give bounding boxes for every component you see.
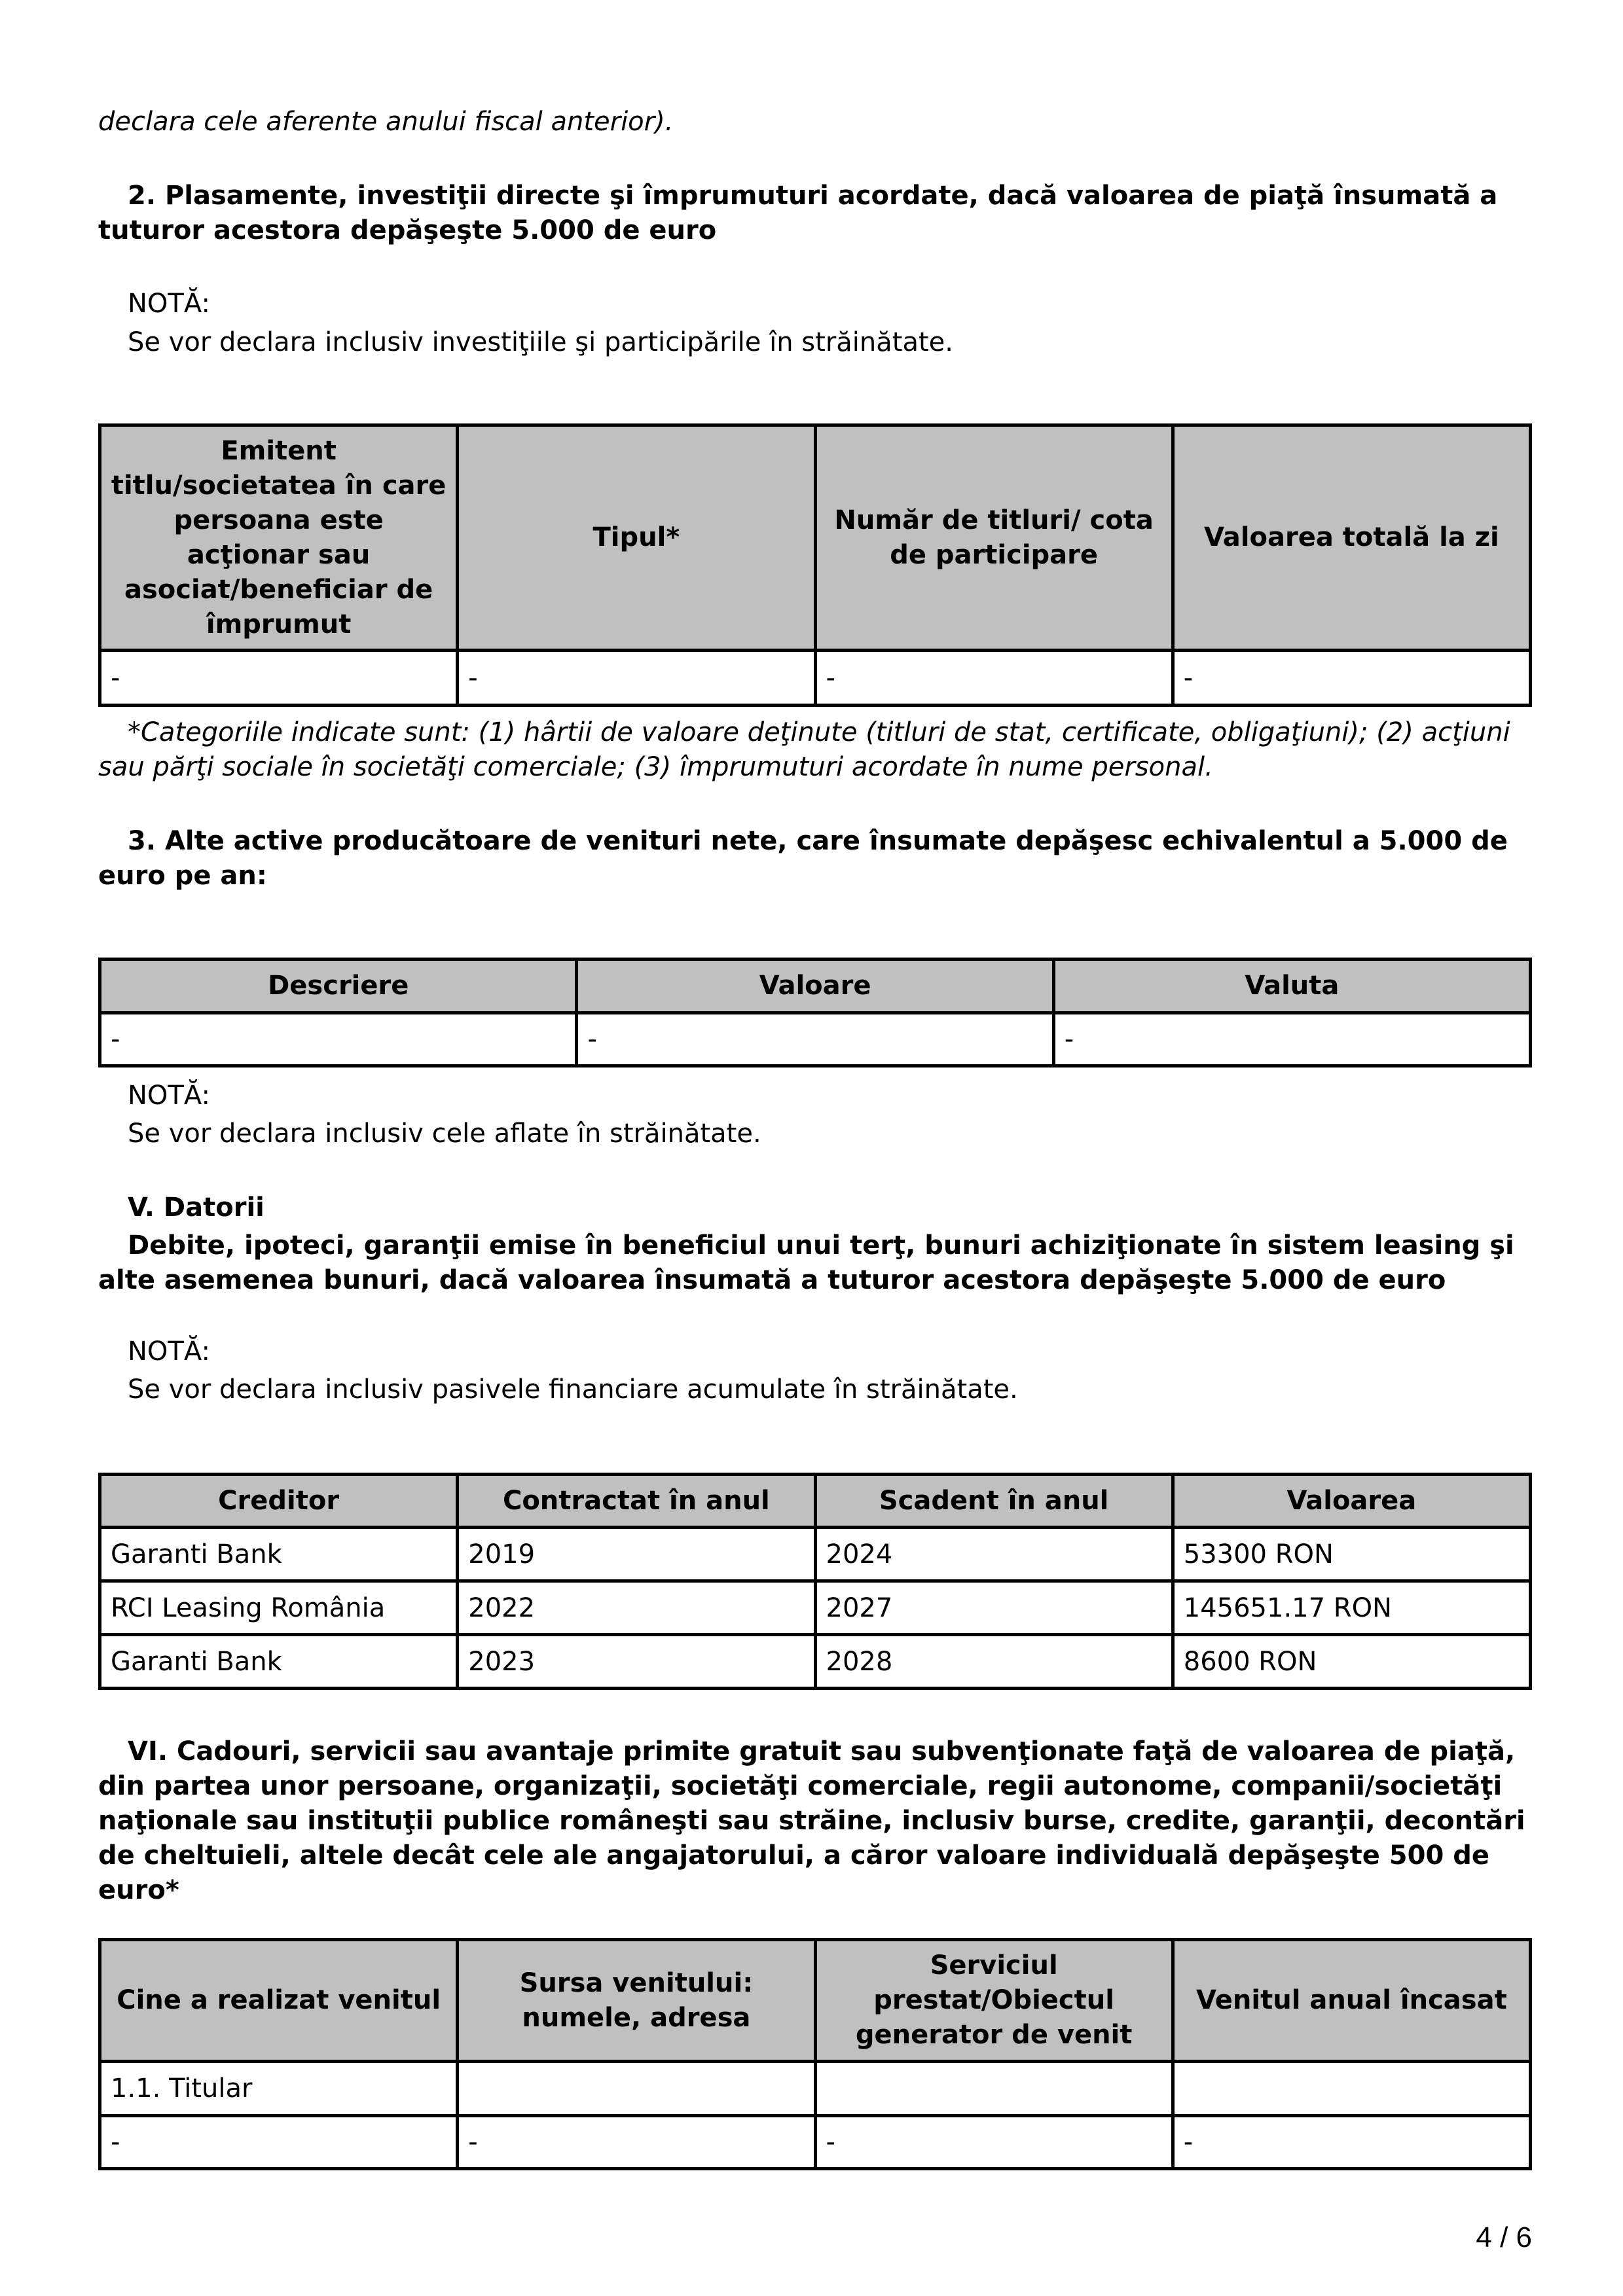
table-cell: 2024 — [815, 1528, 1173, 1581]
table-cell: - — [100, 651, 458, 706]
section2-note-label: NOTĂ: — [128, 289, 210, 319]
page-number: 4 / 6 — [1476, 2221, 1532, 2253]
debts-table — [98, 1473, 1532, 1690]
col-header-valoarea: Valoarea — [1173, 1475, 1530, 1528]
section3-heading: 3. Alte active producătoare de venituri nete, care însumate depăşesc echivalentul a 5.000 de euro pe an: — [98, 826, 1508, 891]
table-cell: - — [1173, 2116, 1530, 2169]
table-row — [100, 1581, 1531, 1635]
table-cell: 1.1. Titular — [100, 2062, 458, 2116]
section2-heading: 2. Plasamente, investiţii directe şi împrumuturi acordate, dacă valoarea de piaţă însumată a tuturor acestora depăşeşte 5.000 de euro — [98, 181, 1498, 245]
table-cell: 2019 — [458, 1528, 815, 1581]
table-cell: - — [815, 651, 1173, 706]
table-header-row — [100, 960, 1531, 1013]
section5-heading: Debite, ipoteci, garanţii emise în beneficiul unui terţ, bunuri achiziţionate în sistem leasing şi alte asemenea bunuri, dacă valoarea însumată a tuturor acestora depăşeşte 5.000 de euro — [98, 1230, 1514, 1295]
table-cell: - — [815, 2116, 1173, 2169]
col-header-valoare: Valoare — [577, 960, 1053, 1013]
table-cell — [458, 2062, 815, 2116]
table-cell: - — [100, 1013, 577, 1066]
col-header-cine-a-realizat: Cine a realizat venitul — [100, 1940, 458, 2062]
table-header-row — [100, 425, 1531, 651]
table-cell: 2027 — [815, 1581, 1173, 1635]
table-cell: 2028 — [815, 1635, 1173, 1689]
table-cell: 2022 — [458, 1581, 815, 1635]
col-header-sursa-venitului: Sursa venitului: numele, adresa — [458, 1940, 815, 2062]
table-cell: - — [1053, 1013, 1530, 1066]
col-header-valoarea-totala: Valoarea totală la zi — [1173, 425, 1530, 651]
table-row — [100, 1635, 1531, 1689]
table-cell: Garanti Bank — [100, 1635, 458, 1689]
col-header-descriere: Descriere — [100, 960, 577, 1013]
table-cell: - — [100, 2116, 458, 2169]
section6-heading: VI. Cadouri, servicii sau avantaje primite gratuit sau subvenţionate faţă de valoarea de piaţă, din partea unor persoane, organizaţii, societăţi comerciale, regii autonome, companii/societăţi naţionale sau instituţii publice româneşti sau străine, inclusiv burse, credite, garanţii, decontări de cheltuieli, altele decât cele ale angajatorului, a căror valoare individuală depăşeşte 500 de euro* — [98, 1736, 1525, 1905]
col-header-scadent: Scadent în anul — [815, 1475, 1173, 1528]
section5-note-label: NOTĂ: — [128, 1336, 210, 1367]
table-cell: Garanti Bank — [100, 1528, 458, 1581]
table-row — [100, 2116, 1531, 2169]
col-header-valuta: Valuta — [1053, 960, 1530, 1013]
table-cell: RCI Leasing România — [100, 1581, 458, 1635]
col-header-serviciul-prestat: Serviciul prestat/Obiectul generator de venit — [815, 1940, 1173, 2062]
section5-title: V. Datorii — [128, 1193, 264, 1223]
section5-note-text: Se vor declara inclusiv pasivele financiare acumulate în străinătate. — [128, 1374, 1018, 1405]
other-assets-table — [98, 958, 1532, 1067]
col-header-emitent: Emitent titlu/societatea în care persoana este acţionar sau asociat/beneficiar de împrumut — [100, 425, 458, 651]
table-header-row — [100, 1940, 1531, 2062]
intro-tail-text: declara cele aferente anului fiscal anterior). — [98, 107, 674, 137]
investments-table — [98, 423, 1532, 707]
table-cell: 8600 RON — [1173, 1635, 1530, 1689]
table-row — [100, 2062, 1531, 2116]
table-cell: 2023 — [458, 1635, 815, 1689]
table-cell: - — [458, 2116, 815, 2169]
section2-note-text: Se vor declara inclusiv investiţiile şi participările în străinătate. — [128, 327, 953, 357]
table-cell — [1173, 2062, 1530, 2116]
table-row — [100, 1528, 1531, 1581]
col-header-creditor: Creditor — [100, 1475, 458, 1528]
table-row — [100, 1013, 1531, 1066]
col-header-venitul-anual: Venitul anual încasat — [1173, 1940, 1530, 2062]
section3-note-label: NOTĂ: — [128, 1081, 210, 1111]
table-cell — [815, 2062, 1173, 2116]
table-cell: - — [577, 1013, 1053, 1066]
gifts-table — [98, 1938, 1532, 2170]
table-cell: - — [1173, 651, 1530, 706]
section3-note-text: Se vor declara inclusiv cele aflate în străinătate. — [128, 1119, 761, 1149]
col-header-tipul: Tipul* — [458, 425, 815, 651]
section2-footnote: *Categoriile indicate sunt: (1) hârtii de valoare deţinute (titluri de stat, certificate, obligaţiuni); (2) acţiuni sau părţi sociale în societăţi comerciale; (3) împrumuturi acordate în nume personal. — [98, 717, 1510, 782]
table-row — [100, 651, 1531, 706]
table-cell: 53300 RON — [1173, 1528, 1530, 1581]
table-cell: 145651.17 RON — [1173, 1581, 1530, 1635]
table-header-row — [100, 1475, 1531, 1528]
col-header-numar-titluri: Număr de titluri/ cota de participare — [815, 425, 1173, 651]
col-header-contractat: Contractat în anul — [458, 1475, 815, 1528]
table-cell: - — [458, 651, 815, 706]
